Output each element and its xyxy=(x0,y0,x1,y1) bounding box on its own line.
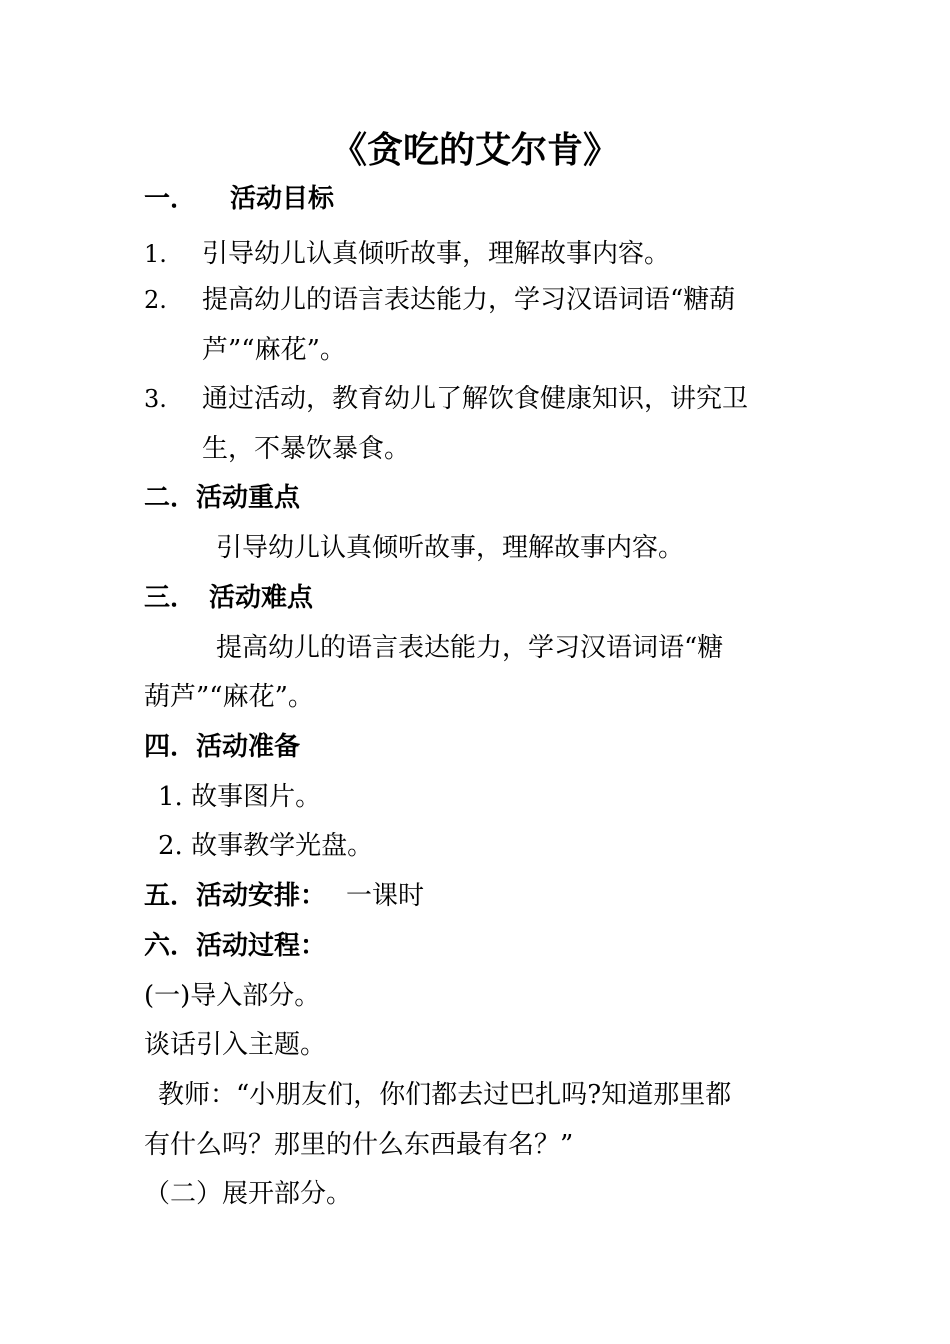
goal-2-text-line-1: 提高幼儿的语言表达能力，学习汉语词语“糖葫 xyxy=(202,285,736,315)
document-title: 《贪吃的艾尔肯》 xyxy=(330,129,619,171)
goal-3-text-line-1: 通过活动，教育幼儿了解饮食健康知识，讲究卫 xyxy=(202,384,749,414)
process-line-4: 有什么吗？那里的什么东西最有名？” xyxy=(144,1130,574,1160)
prep-item-1: 1. 故事图片。 xyxy=(158,782,322,812)
section-4-heading: 四．活动准备 xyxy=(144,732,301,762)
goal-2-text-line-2: 芦”“麻花”。 xyxy=(202,335,346,365)
process-line-3: 教师：“小朋友们，你们都去过巴扎吗?知道那里都 xyxy=(158,1080,732,1110)
section-2-body: 引导幼儿认真倾听故事，理解故事内容。 xyxy=(216,533,685,563)
prep-item-2: 2. 故事教学光盘。 xyxy=(158,831,374,861)
section-2-heading: 二．活动重点 xyxy=(144,483,301,513)
section-3-body-line-1: 提高幼儿的语言表达能力，学习汉语词语“糖 xyxy=(216,633,724,663)
goal-1-text: 引导幼儿认真倾听故事，理解故事内容。 xyxy=(202,239,671,269)
goal-2-number: 2. xyxy=(144,286,167,314)
section-3-marker: 三． xyxy=(144,583,197,613)
process-line-5: （二）展开部分。 xyxy=(144,1179,353,1209)
section-3-heading: 活动难点 xyxy=(209,583,314,613)
section-5-value: 一课时 xyxy=(346,881,425,911)
goal-1-number: 1. xyxy=(144,240,167,268)
goal-3-number: 3. xyxy=(144,385,167,413)
goal-3-text-line-2: 生，不暴饮暴食。 xyxy=(202,434,411,464)
section-3-body-line-2: 葫芦”“麻花”。 xyxy=(144,682,314,712)
section-5-heading: 五．活动安排： xyxy=(144,881,327,911)
section-6-heading: 六．活动过程： xyxy=(144,931,327,961)
process-line-1: (一)导入部分。 xyxy=(144,981,321,1011)
process-line-2: 谈话引入主题。 xyxy=(144,1030,327,1060)
section-1-marker: 一． xyxy=(144,184,197,214)
section-1-heading: 活动目标 xyxy=(230,184,335,214)
